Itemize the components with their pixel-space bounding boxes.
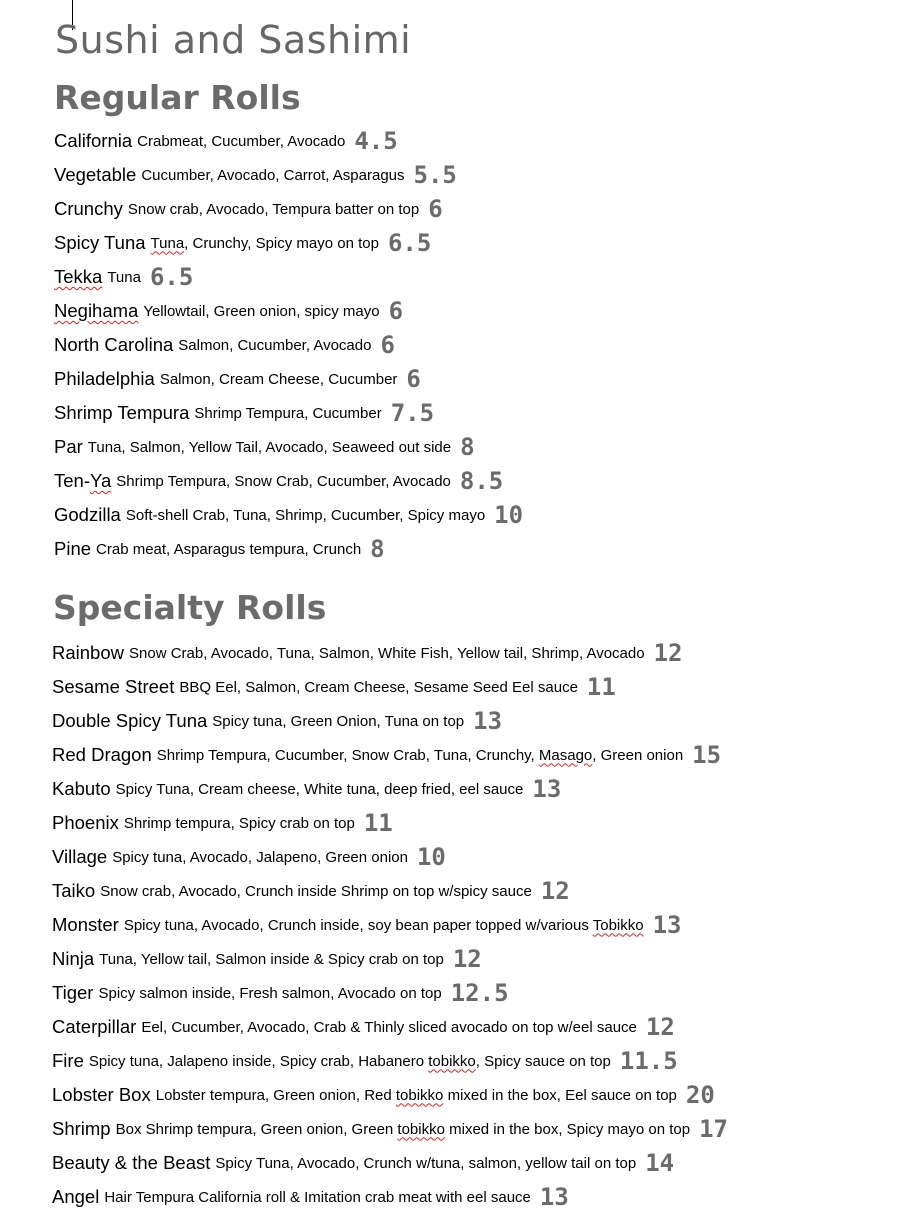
item-name: Par: [54, 436, 83, 457]
menu-item-crunchy: [54, 192, 523, 226]
item-description: Cucumber, Avocado, Carrot, Asparagus: [141, 166, 405, 184]
item-name: Crunchy: [54, 198, 123, 219]
item-description: Tuna: [107, 268, 141, 286]
item-description: Crab meat, Asparagus tempura, Crunch: [96, 540, 362, 558]
item-price: 12: [540, 877, 570, 905]
item-price: 6: [388, 297, 404, 325]
item-description: Snow crab, Avocado, Tempura batter on top: [127, 200, 420, 218]
item-price: 11: [363, 809, 393, 837]
item-name: Angel: [52, 1186, 100, 1207]
item-description: Yellowtail, Green onion, spicy mayo: [143, 302, 380, 320]
menu-item-sesame-street: [52, 670, 728, 704]
item-price: 8.5: [459, 467, 504, 495]
item-name: Pine: [54, 538, 92, 559]
item-description: Tuna, Crunchy, Spicy mayo on top: [150, 234, 379, 252]
item-price: 6: [380, 331, 395, 359]
item-name: Shrimp: [52, 1118, 111, 1139]
specialty-rolls-heading: Specialty Rolls: [53, 588, 327, 627]
menu-item-beauty-and-the-beast: [52, 1146, 728, 1180]
item-price: 13: [539, 1183, 569, 1211]
menu-item-fire: [52, 1044, 728, 1078]
item-price: 12.5: [450, 979, 509, 1007]
item-price: 4.5: [354, 127, 398, 155]
item-price: 8: [460, 433, 475, 461]
item-description: Crabmeat, Cucumber, Avocado: [137, 132, 346, 150]
item-name: Negihama: [54, 300, 139, 321]
menu-item-caterpillar: [52, 1010, 728, 1044]
item-description: Shrimp tempura, Spicy crab on top: [123, 814, 355, 832]
menu-item-red-dragon: [52, 738, 728, 772]
item-description: Spicy tuna, Green Onion, Tuna on top: [212, 712, 465, 730]
item-description: Snow Crab, Avocado, Tuna, Salmon, White Fish, Yellow tail, Shrimp, Avocado: [129, 644, 645, 662]
menu-item-angel: [52, 1180, 728, 1214]
item-price: 6.5: [387, 229, 432, 257]
item-price: 6.5: [149, 263, 194, 291]
item-description: Spicy Tuna, Cream cheese, White tuna, deep fried, eel sauce: [115, 780, 524, 798]
menu-item-pine: [54, 532, 523, 566]
item-price: 17: [699, 1115, 728, 1143]
item-price: 20: [685, 1081, 715, 1109]
menu-item-phoenix: [52, 806, 728, 840]
item-price: 5.5: [413, 161, 457, 189]
item-description: Salmon, Cucumber, Avocado: [178, 336, 372, 354]
menu-item-california: [54, 124, 523, 158]
item-name: Shrimp Tempura: [54, 402, 190, 423]
item-description: Shrimp Tempura, Snow Crab, Cucumber, Avocado: [116, 472, 451, 490]
item-name: Godzilla: [54, 504, 121, 525]
menu-item-ten-ya: [54, 464, 523, 498]
item-description: Hair Tempura California roll & Imitation crab meat with eel sauce: [104, 1188, 531, 1206]
item-price: 10: [494, 501, 524, 529]
item-description: Eel, Cucumber, Avocado, Crab & Thinly sliced avocado on top w/eel sauce: [141, 1018, 637, 1036]
item-name: Tiger: [52, 982, 94, 1003]
item-name: Rainbow: [52, 642, 124, 663]
item-price: 14: [645, 1149, 675, 1177]
menu-item-village: [52, 840, 728, 874]
item-description: Salmon, Cream Cheese, Cucumber: [159, 370, 398, 388]
menu-item-negihama: [54, 294, 523, 328]
item-price: 8: [370, 535, 385, 563]
menu-item-ninja: [52, 942, 728, 976]
item-description: Tuna, Yellow tail, Salmon inside & Spicy crab on top: [99, 950, 444, 968]
menu-item-par: [54, 430, 523, 464]
item-description: BBQ Eel, Salmon, Cream Cheese, Sesame Seed Eel sauce: [179, 678, 578, 696]
item-name: Double Spicy Tuna: [52, 710, 208, 731]
item-name: Fire: [52, 1050, 84, 1071]
item-description: Shrimp Tempura, Cucumber, Snow Crab, Tuna, Crunchy, Masago, Green onion: [156, 746, 684, 764]
item-price: 13: [473, 707, 503, 735]
item-name: Kabuto: [52, 778, 111, 799]
item-name: Village: [52, 846, 108, 867]
item-description: Spicy tuna, Avocado, Jalapeno, Green onion: [112, 848, 408, 866]
item-description: Spicy salmon inside, Fresh salmon, Avocado on top: [98, 984, 442, 1002]
item-name: Sesame Street: [52, 676, 175, 697]
item-name: Ninja: [52, 948, 95, 969]
item-name: Spicy Tuna: [54, 232, 146, 253]
item-description: Snow crab, Avocado, Crunch inside Shrimp on top w/spicy sauce: [100, 882, 532, 900]
item-name: Taiko: [52, 880, 96, 901]
item-name: Beauty & the Beast: [52, 1152, 211, 1173]
item-price: 13: [532, 775, 562, 803]
menu-item-philadelphia: [54, 362, 523, 396]
item-name: Red Dragon: [52, 744, 152, 765]
menu-item-shrimp: [52, 1112, 728, 1146]
page-title: Sushi and Sashimi: [55, 18, 412, 62]
specialty-rolls-list: [52, 636, 728, 1214]
item-price: 12: [452, 945, 482, 973]
item-name: Caterpillar: [52, 1016, 137, 1037]
menu-item-lobster-box: [52, 1078, 728, 1112]
menu-item-tiger: [52, 976, 728, 1010]
item-name: Philadelphia: [54, 368, 155, 389]
menu-item-taiko: [52, 874, 728, 908]
menu-item-north-carolina: [54, 328, 523, 362]
item-name: Vegetable: [54, 164, 137, 185]
item-description: Spicy Tuna, Avocado, Crunch w/tuna, salmon, yellow tail on top: [215, 1154, 637, 1172]
item-name: North Carolina: [54, 334, 174, 355]
item-price: 12: [653, 639, 683, 667]
item-name: Monster: [52, 914, 119, 935]
menu-item-tekka: [54, 260, 523, 294]
menu-item-monster: [52, 908, 728, 942]
item-price: 15: [692, 741, 722, 769]
item-price: 12: [645, 1013, 675, 1041]
regular-rolls-list: [54, 124, 523, 566]
item-price: 11: [586, 673, 616, 701]
item-description: Spicy tuna, Jalapeno inside, Spicy crab, Habanero tobikko, Spicy sauce on top: [88, 1052, 611, 1070]
item-price: 11.5: [619, 1047, 678, 1075]
menu-item-kabuto: [52, 772, 728, 806]
item-price: 7.5: [390, 399, 435, 427]
item-description: Shrimp Tempura, Cucumber: [194, 404, 382, 422]
item-name: Phoenix: [52, 812, 119, 833]
item-description: Soft-shell Crab, Tuna, Shrimp, Cucumber, Spicy mayo: [125, 506, 486, 524]
item-name: California: [54, 130, 133, 151]
item-price: 10: [416, 843, 446, 871]
item-price: 6: [428, 195, 443, 223]
item-description: Tuna, Salmon, Yellow Tail, Avocado, Seaweed out side: [87, 438, 452, 456]
menu-item-shrimp-tempura: [54, 396, 523, 430]
menu-item-vegetable: [54, 158, 523, 192]
item-description: Lobster tempura, Green onion, Red tobikko mixed in the box, Eel sauce on top: [155, 1086, 677, 1104]
menu-item-rainbow: [52, 636, 728, 670]
item-description: Spicy tuna, Avocado, Crunch inside, soy bean paper topped w/various Tobikko: [123, 916, 644, 934]
menu-item-spicy-tuna: [54, 226, 523, 260]
menu-item-godzilla: [54, 498, 523, 532]
item-name: Lobster Box: [52, 1084, 151, 1105]
regular-rolls-heading: Regular Rolls: [54, 78, 301, 117]
item-name: Tekka: [54, 266, 103, 287]
menu-item-double-spicy-tuna: [52, 704, 728, 738]
item-price: 13: [652, 911, 682, 939]
item-description: Box Shrimp tempura, Green onion, Green tobikko mixed in the box, Spicy mayo on top: [115, 1120, 691, 1138]
item-name: Ten-Ya: [54, 470, 112, 491]
item-price: 6: [406, 365, 421, 393]
